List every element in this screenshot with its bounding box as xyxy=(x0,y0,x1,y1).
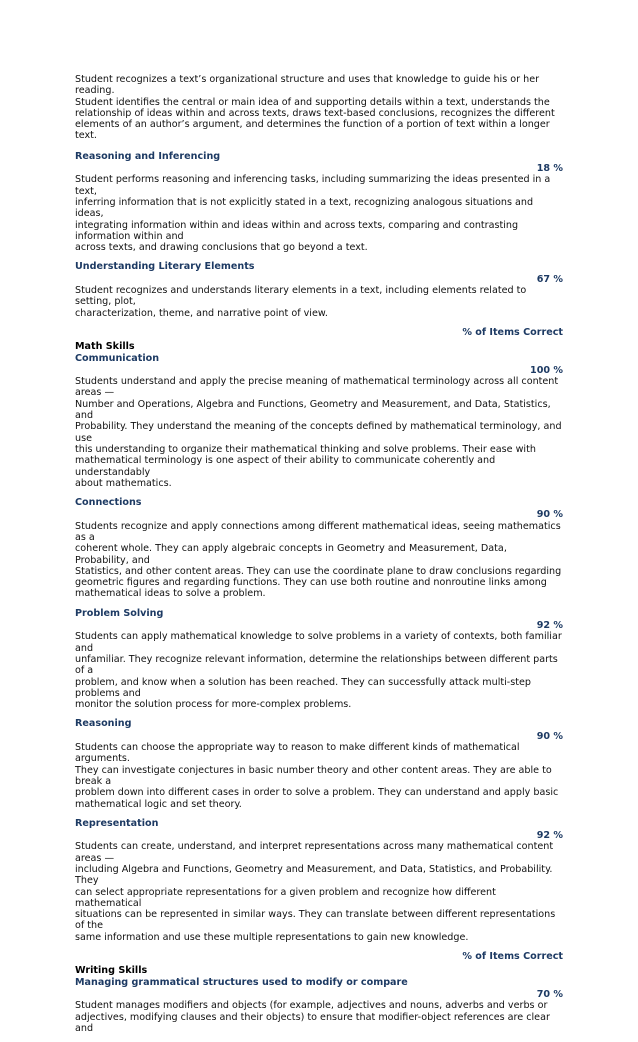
text-line: Probability. They understand the meaning of the concepts defined by mathematical terminology, and use xyxy=(75,421,562,444)
text-line: Student recognizes a text’s organizational structure and uses that knowledge to guide his or her reading. xyxy=(75,74,540,97)
text-line: can select appropriate representations for a given problem and recognize how different mathematical xyxy=(75,886,496,909)
math-skills-title: Math Skills xyxy=(75,341,135,353)
skill-heading: Representation xyxy=(75,817,159,829)
skill-problem-solving xyxy=(75,608,563,711)
text-line: Students can apply mathematical knowledge to solve problems in a variety of contexts, both familiar and xyxy=(75,631,562,654)
skill-heading: Communication xyxy=(75,352,160,364)
text-line: geometric figures and regarding functions. They can use both routine and nonroutine links among xyxy=(75,577,547,589)
text-line: including Algebra and Functions, Geometry and Measurement, and Data, Statistics, and Probability. They xyxy=(75,864,553,887)
text-line: problem down into different cases in order to solve a problem. They can understand and apply basic xyxy=(75,787,559,799)
intro-paragraph xyxy=(75,74,563,142)
text-line: adjectives, modifying clauses and their objects) to ensure that modifier-object references are clear and xyxy=(75,1011,550,1034)
text-line: unfamiliar. They recognize relevant information, determine the relationships between different parts of a xyxy=(75,653,558,677)
skill-percent: 90 % xyxy=(536,509,563,521)
text-line: elements of an author’s argument, and determines the function of a portion of text within a longer text. xyxy=(75,119,550,142)
skill-heading: Managing grammatical structures used to modify or compare xyxy=(75,976,408,988)
text-line: Students can create, understand, and interpret representations across many mathematical content areas — xyxy=(75,841,554,864)
text-line: Students understand and apply the precise meaning of mathematical terminology across all content areas — xyxy=(75,376,559,399)
skill-reasoning xyxy=(75,718,563,809)
skill-heading: Reasoning xyxy=(75,718,132,730)
text-line: Students recognize and apply connections among different mathematical ideas, seeing mathematics as a xyxy=(75,520,561,543)
text-line: monitor the solution process for more-complex problems. xyxy=(75,699,352,711)
text-line: situations can be represented in similar ways. They can translate between different representations of the xyxy=(75,909,556,932)
text-line: across texts, and drawing conclusions that go beyond a text. xyxy=(75,242,368,254)
text-line: coherent whole. They can apply algebraic concepts in Geometry and Measurement, Data, Probability, and xyxy=(75,543,507,566)
skill-heading: Connections xyxy=(75,497,142,509)
skill-communication xyxy=(75,353,563,490)
text-line: Number and Operations, Algebra and Functions, Geometry and Measurement, and Data, Statistics, and xyxy=(75,398,551,422)
skill-percent: 92 % xyxy=(536,830,563,842)
text-line: Statistics, and other content areas. They can use the coordinate plane to draw conclusions regarding xyxy=(75,565,562,577)
text-line: They can investigate conjectures in basic number theory and other content areas. They are able to break a xyxy=(75,764,552,787)
skill-heading: Reasoning and Inferencing xyxy=(75,150,221,162)
text-line: Student identifies the central or main idea of and supporting details within a text, understands the xyxy=(75,96,550,108)
skill-percent: 67 % xyxy=(536,273,563,285)
text-line: inferring information that is not explicitly stated in a text, recognizing analogous situations and ideas, xyxy=(75,196,534,220)
text-line: Students can choose the appropriate way to reason to make different kinds of mathematical arguments. xyxy=(75,742,520,765)
skill-representation xyxy=(75,818,563,943)
text-line: Student recognizes and understands literary elements in a text, including elements related to setting, plot, xyxy=(75,285,527,308)
text-line: integrating information within and ideas within and across texts, comparing and contrasting information within and xyxy=(75,219,519,242)
skill-percent: 18 % xyxy=(536,163,563,175)
report-page xyxy=(75,74,563,1042)
text-line: Student performs reasoning and inferencing tasks, including summarizing the ideas presented in a text, xyxy=(75,174,551,197)
text-line: mathematical terminology is one aspect of their ability to communicate coherently and understandably xyxy=(75,455,496,478)
skill-reasoning-inferencing xyxy=(75,151,563,254)
skill-percent: 92 % xyxy=(536,620,563,632)
writing-column-header: % of Items Correct xyxy=(462,951,563,963)
text-line: same information and use these multiple representations to gain new knowledge. xyxy=(75,931,469,943)
math-column-header: % of Items Correct xyxy=(462,326,563,338)
text-line: problem, and know when a solution has been reached. They can successfully attack multi-step problems and xyxy=(75,676,532,699)
text-line: relationship of ideas within and across texts, draws text-based conclusions, recognizes the different xyxy=(75,107,555,119)
skill-grammatical-structures xyxy=(75,977,563,1034)
skill-heading: Understanding Literary Elements xyxy=(75,261,255,273)
skill-percent: 100 % xyxy=(530,364,563,376)
skill-heading: Problem Solving xyxy=(75,607,164,619)
text-line: this understanding to organize their mathematical thinking and solve problems. Their ease with xyxy=(75,443,536,455)
text-line: mathematical ideas to solve a problem. xyxy=(75,588,266,600)
skill-percent: 70 % xyxy=(536,988,563,1000)
skill-percent: 90 % xyxy=(536,730,563,742)
text-line: mathematical logic and set theory. xyxy=(75,798,242,810)
writing-skills-title: Writing Skills xyxy=(75,965,148,977)
text-line: about mathematics. xyxy=(75,477,172,489)
text-line: Student manages modifiers and objects (for example, adjectives and nouns, adverbs and verbs or xyxy=(75,1000,548,1012)
text-line: characterization, theme, and narrative point of view. xyxy=(75,307,328,319)
skill-literary-elements xyxy=(75,261,563,318)
skill-connections xyxy=(75,497,563,600)
